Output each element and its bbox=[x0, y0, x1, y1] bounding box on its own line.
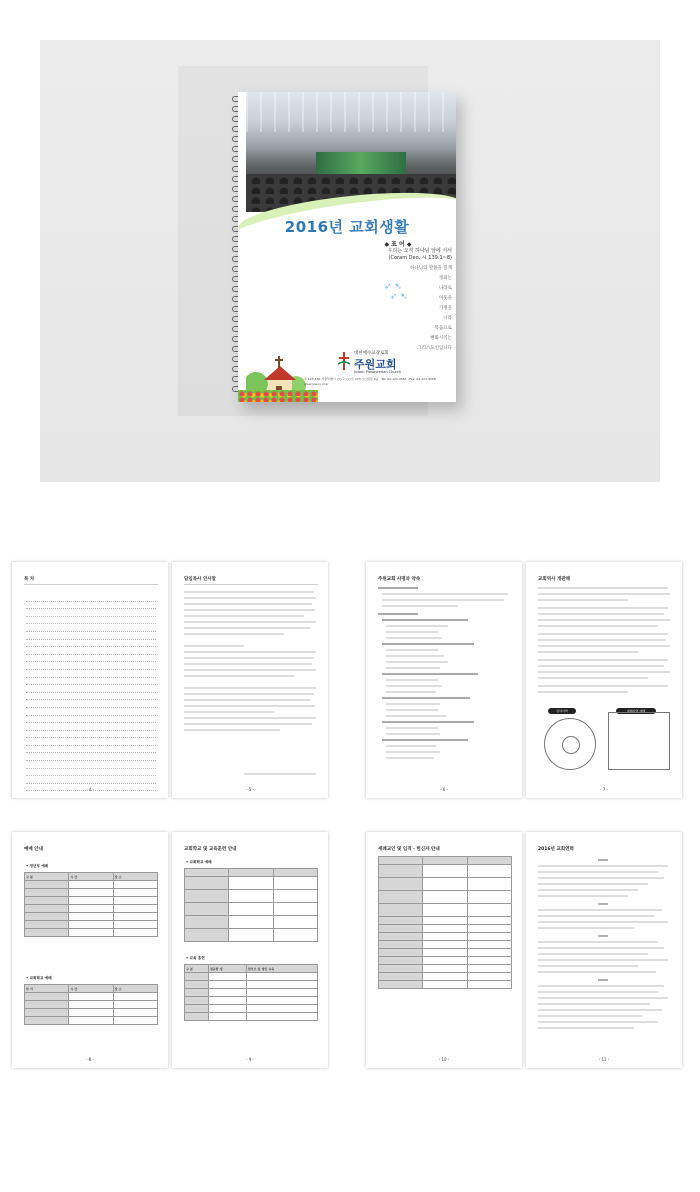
motto-item: 나라 bbox=[443, 316, 452, 321]
motto-item: 가정을 bbox=[438, 306, 452, 311]
column-header: 구 분 bbox=[185, 965, 209, 973]
column-header: 부 서 bbox=[25, 985, 69, 993]
column-header: 학부모 및 성인 교육 bbox=[246, 965, 317, 973]
column-header: 시 간 bbox=[69, 873, 113, 881]
page-number: - 7 - bbox=[600, 787, 608, 792]
page-members bbox=[366, 832, 522, 1068]
motto-item: 복음으로 bbox=[434, 326, 452, 331]
page-education bbox=[172, 832, 328, 1068]
page-number: - 8 - bbox=[86, 1057, 94, 1062]
motto-line-2: (Coram Deo, 시 139:1~8) bbox=[388, 255, 452, 261]
column-header: 정규학 생 bbox=[208, 965, 246, 973]
page-number: - 4 - bbox=[86, 787, 94, 792]
body-text-lines bbox=[184, 590, 318, 780]
church-address: 우 123-456 서울특별시 ○○구 ○○로 123 ○○빌딩 2층 · Tel. 02-123-4567 · Fax. 02-123-4568 · www.juwon.or.kr bbox=[304, 377, 438, 386]
training-table bbox=[184, 964, 318, 1021]
column-header: 구 분 bbox=[25, 873, 69, 881]
page-calendar bbox=[526, 832, 682, 1068]
column-header: 장 소 bbox=[113, 873, 157, 881]
motto-label: ◆ 표 어 ◆ bbox=[384, 241, 412, 248]
church-name: 주원교회 bbox=[354, 358, 397, 371]
section-heading: • 정년부 예배 bbox=[26, 864, 49, 868]
school-table bbox=[24, 984, 158, 1025]
worship-table bbox=[24, 872, 158, 937]
section-heading: • 교회학교 예배 bbox=[26, 976, 52, 980]
motto-item: 하나님의 말씀을 읽게 bbox=[410, 266, 452, 271]
church-logo-icon bbox=[338, 352, 350, 370]
church-denomination: 대한예수교장로회 bbox=[354, 351, 389, 356]
motto-item: 그리스도인입니다 bbox=[417, 346, 452, 351]
ministry-circle-diagram bbox=[544, 718, 596, 770]
page-number: - 10 - bbox=[438, 1057, 450, 1062]
motto-item: 경외는 bbox=[438, 276, 452, 281]
page-toc bbox=[12, 562, 168, 798]
page-title: 2016년 교회연력 bbox=[538, 847, 574, 852]
page-title: 예배 안내 bbox=[24, 847, 43, 852]
page-mission bbox=[366, 562, 522, 798]
page-title: 담임목사 인사말 bbox=[184, 577, 216, 582]
motto-line-1: 우리는 오직 하나님 앞에 서서 bbox=[387, 248, 452, 254]
page-worship bbox=[12, 832, 168, 1068]
ministry-box bbox=[608, 712, 670, 770]
motto-item: 이웃을 bbox=[438, 296, 452, 301]
spread-mission bbox=[366, 562, 682, 798]
page-number: - 6 - bbox=[440, 787, 448, 792]
page-title: 주원교회 사명과 약속 bbox=[378, 577, 421, 582]
page-title: 목 차 bbox=[24, 577, 35, 582]
body-text-lines bbox=[378, 586, 512, 782]
motto-item: 나라로 bbox=[438, 286, 452, 291]
cover-title: 2016년 교회생활 bbox=[284, 218, 410, 236]
page-number: - 9 - bbox=[246, 1057, 254, 1062]
spread-calendar bbox=[366, 832, 682, 1068]
page-number: - 11 - bbox=[598, 1057, 610, 1062]
cover-book bbox=[238, 92, 456, 402]
column-header: 시 간 bbox=[69, 985, 113, 993]
column-header: 장 소 bbox=[113, 985, 157, 993]
toc-list bbox=[26, 594, 156, 791]
motto-text bbox=[334, 248, 452, 262]
page-history bbox=[526, 562, 682, 798]
birds-icon: ➶ ➷ ➶ ➷ bbox=[384, 282, 408, 302]
body-text-lines bbox=[538, 586, 672, 706]
education-table bbox=[184, 868, 318, 942]
spread-worship bbox=[12, 832, 328, 1068]
flower-border bbox=[238, 390, 318, 402]
spread-toc bbox=[12, 562, 328, 798]
page-greeting bbox=[172, 562, 328, 798]
section-heading: • 교육 훈련 bbox=[186, 956, 205, 960]
diagram-label: 예배사역 예배 bbox=[616, 708, 656, 714]
page-number: - 5 - bbox=[246, 787, 254, 792]
members-table bbox=[378, 856, 512, 989]
section-heading: • 교회학교 예배 bbox=[186, 860, 212, 864]
page-title: 교회학교 및 교육훈련 안내 bbox=[184, 847, 237, 852]
church-name-en: Juwon Presbyterian Church bbox=[354, 370, 402, 374]
motto-item: 변화시키는 bbox=[430, 336, 452, 341]
diagram-label: 감사사역 bbox=[548, 708, 576, 714]
motto-list bbox=[378, 264, 452, 354]
page-title: 교회역사 개관해 bbox=[538, 577, 570, 582]
calendar-text-lines bbox=[538, 858, 672, 1054]
page-title: 세례교인 및 임직 · 헌신자 안내 bbox=[378, 847, 440, 852]
